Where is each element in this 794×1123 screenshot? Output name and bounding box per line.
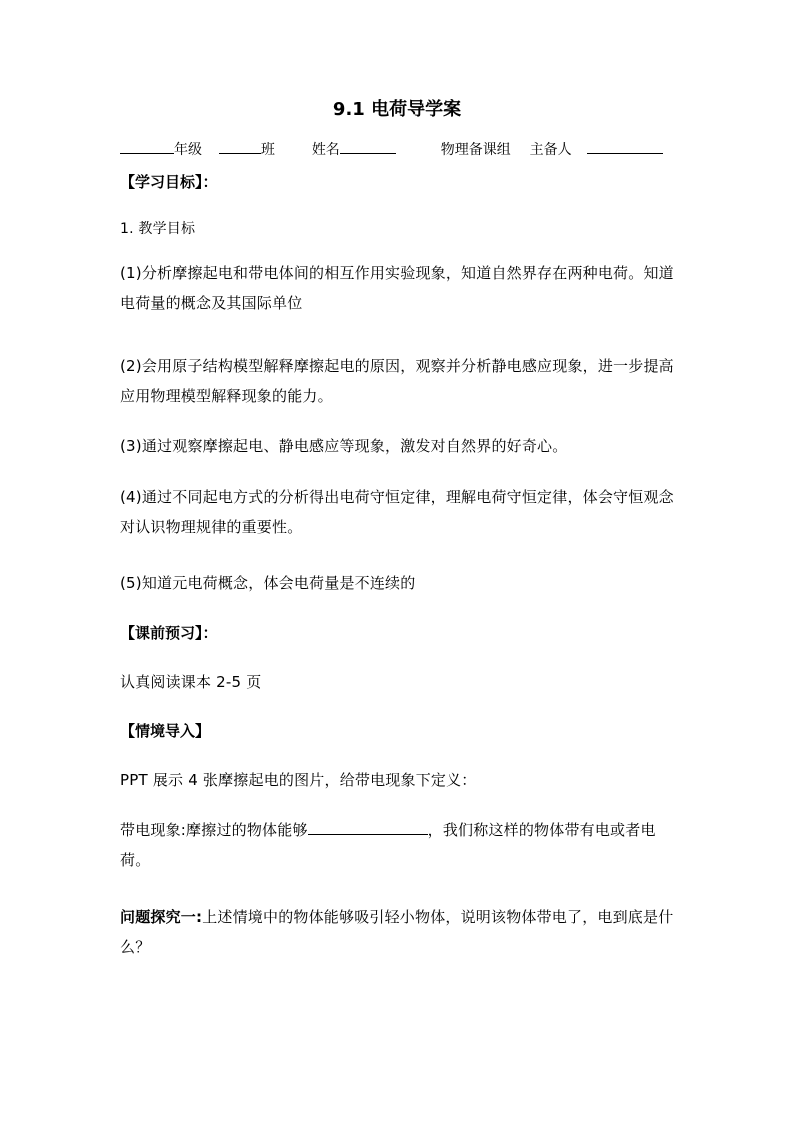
grade-label: 年级 <box>174 142 202 158</box>
goal-3: (3)通过观察摩擦起电、静电感应等现象，激发对自然界的好奇心。 <box>120 437 568 455</box>
goal-1: (1)分析摩擦起电和带电体间的相互作用实验现象，知道自然界存在两种电荷。知道电荷量的概念及其国际单位 <box>120 264 674 312</box>
goals-heading: 【学习目标】： <box>120 173 218 191</box>
definition-prefix: 带电现象:摩擦过的物体能够 <box>120 821 308 839</box>
grade-blank <box>120 138 174 154</box>
goal-5: (5)知道元电荷概念，体会电荷量是不连续的 <box>120 574 416 592</box>
definition-paragraph <box>120 815 686 875</box>
inquiry-text: 上述情境中的物体能够吸引轻小物体，说明该物体带电了，电到底是什么？ <box>120 908 674 956</box>
intro-heading: 【情境导入】 <box>120 722 211 740</box>
preparer-blank <box>587 138 663 154</box>
preview-heading: 【课前预习】： <box>120 624 218 642</box>
inquiry-label: 问题探究一: <box>120 908 203 926</box>
name-label: 姓名 <box>311 142 340 158</box>
class-blank <box>219 138 261 154</box>
inquiry-paragraph <box>120 902 686 962</box>
goal-4: (4)通过不同起电方式的分析得出电荷守恒定律，理解电荷守恒定律，体会守恒观念对认识物理规律的重要性。 <box>120 488 674 536</box>
name-blank <box>340 138 396 154</box>
definition-blank <box>308 816 428 835</box>
goal-2: (2)会用原子结构模型解释摩擦起电的原因，观察并分析静电感应现象，进一步提高应用物理模型解释现象的能力。 <box>120 357 674 405</box>
goals-subheading: 1. 教学目标 <box>120 221 196 237</box>
definition-suffix: ，我们称这样的物体带有电或者电荷。 <box>120 821 656 869</box>
preparer-label: 主备人 <box>529 142 572 158</box>
student-info-line <box>120 138 700 160</box>
class-label: 班 <box>260 142 275 158</box>
preview-text: 认真阅读课本 2-5 页 <box>120 673 262 691</box>
intro-text: PPT 展示 4 张摩擦起电的图片，给带电现象下定义： <box>120 771 477 789</box>
page-title: 9.1 电荷导学案 <box>332 99 462 120</box>
group-label: 物理备课组 <box>440 142 511 158</box>
